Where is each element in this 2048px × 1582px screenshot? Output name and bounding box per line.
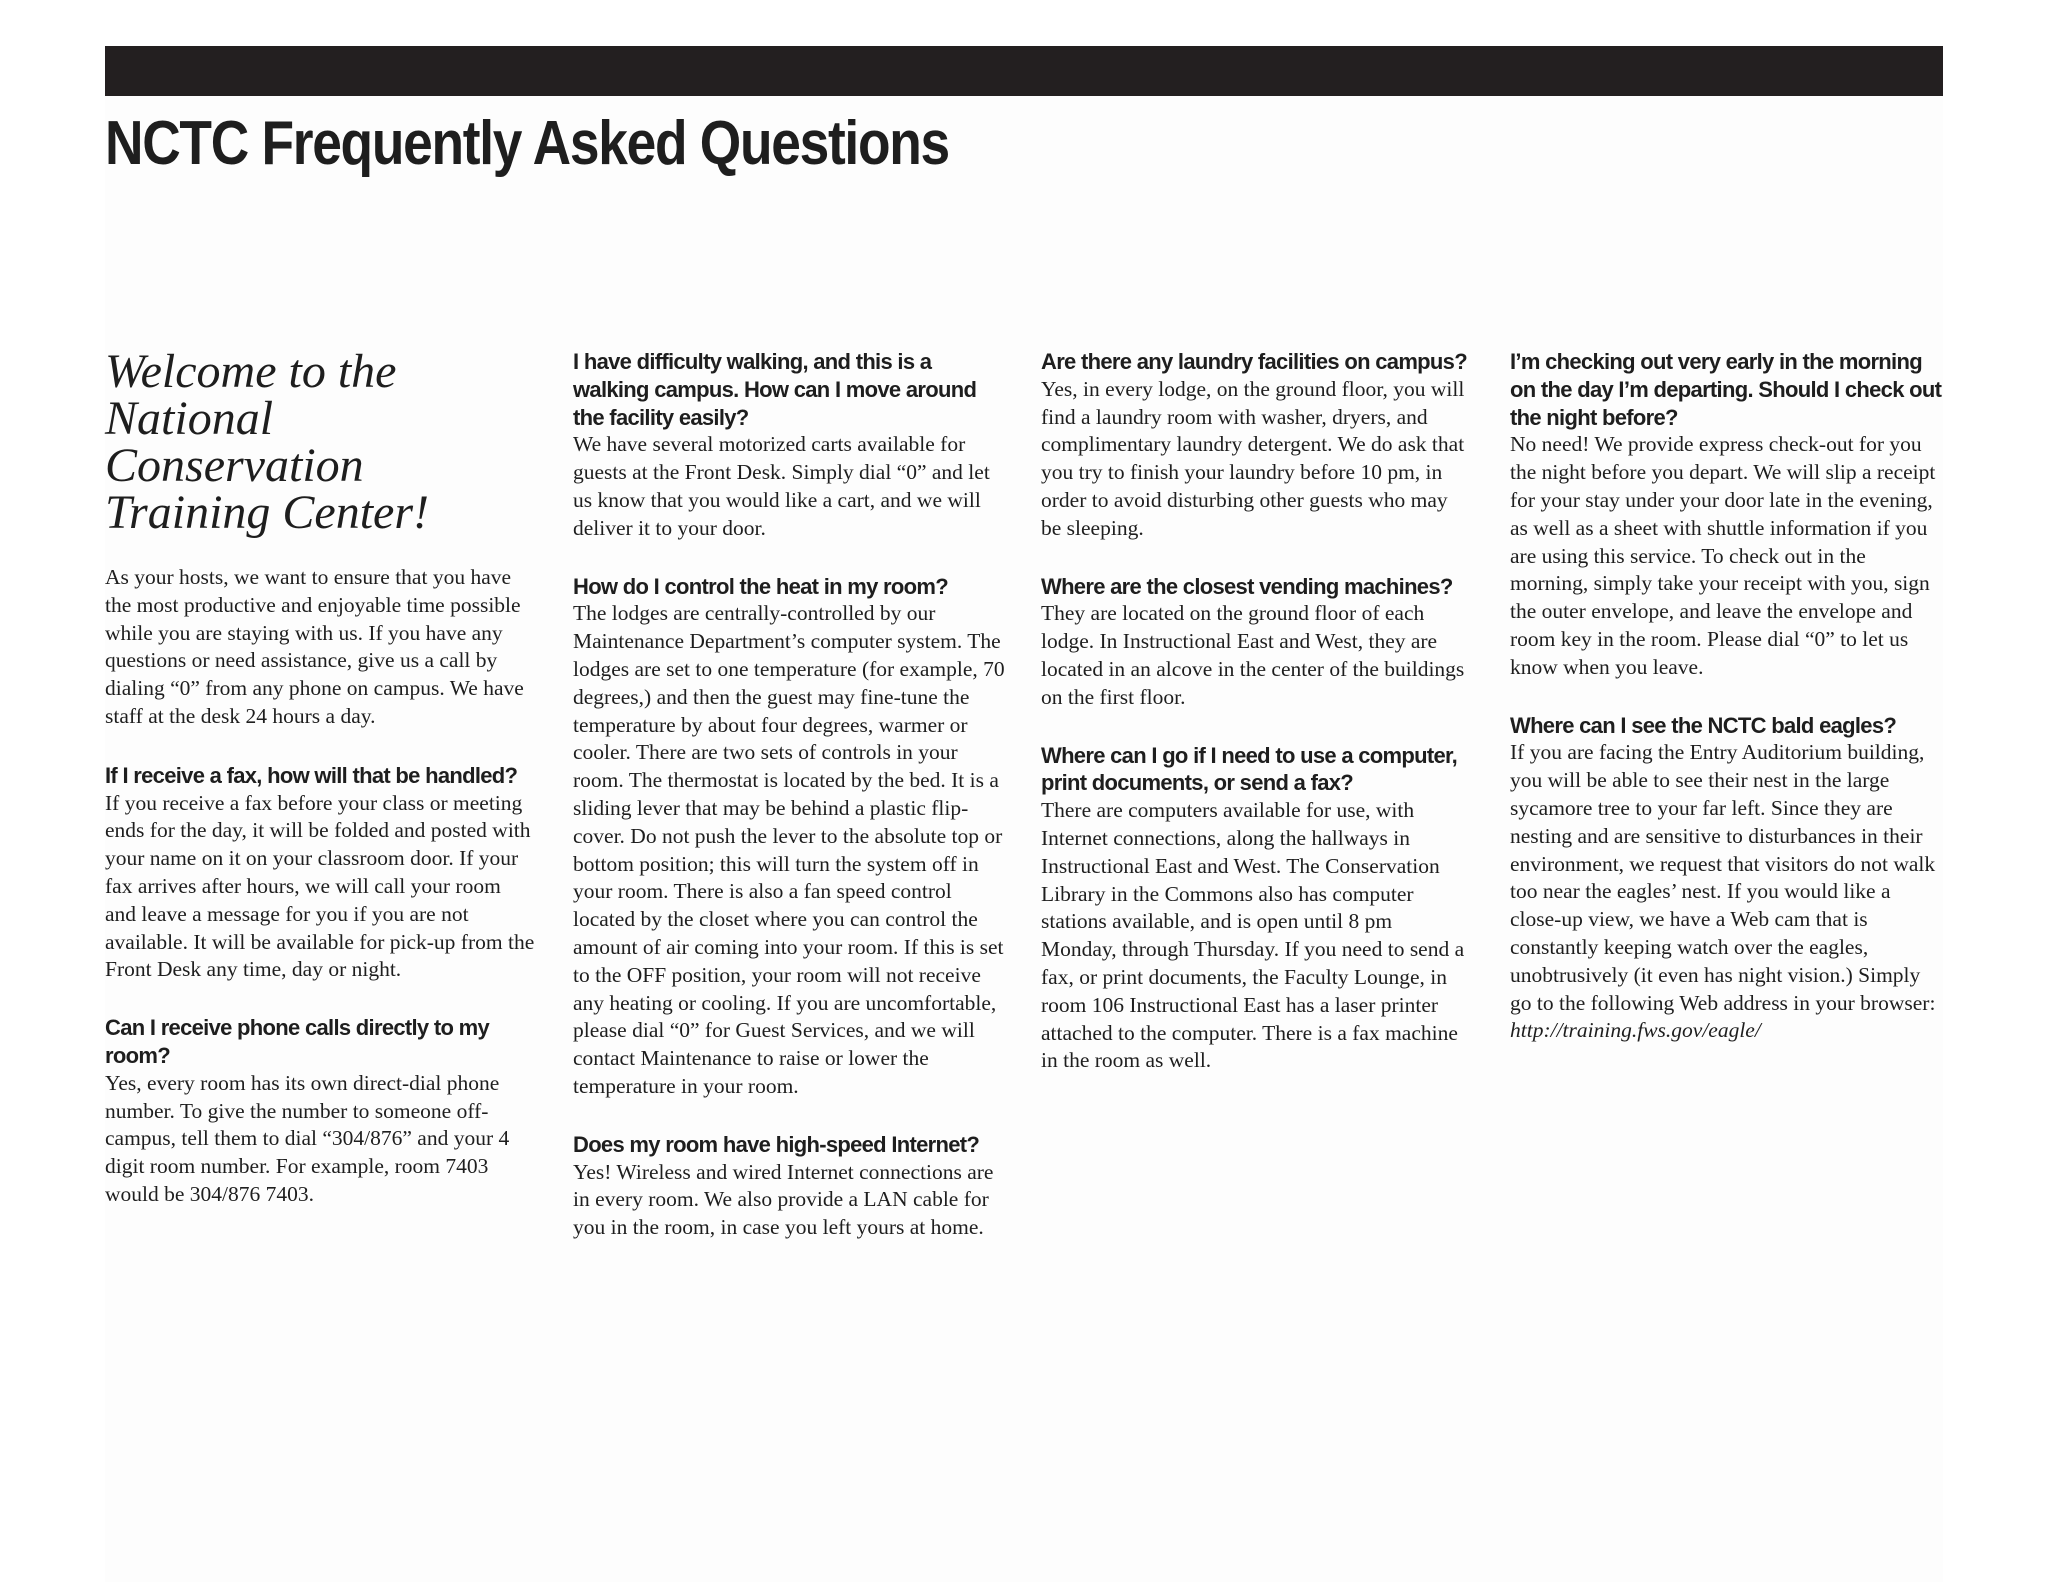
faq-answer: The lodges are centrally-controlled by our Maintenance Department’s computer system. The lodges are set to one temperature (for example, 70 degrees,) and then the guest may fine-tune the temperature by about four degrees, warmer or cooler. There are two sets of controls in your room. The thermostat is located by the bed. It is a sliding lever that may be behind a plastic flip-cover. Do not push the lever to the absolute top or bottom position; this will turn the system off in your room. There is also a fan speed control located by the closet where you can control the amount of air coming into your room. If this is set to the OFF position, your room will not receive any heating or cooling. If you are uncomfortable, please dial “0” for Guest Services, and we will contact Maintenance to raise or lower the temperature in your room. bbox=[573, 601, 1005, 1098]
faq-item bbox=[105, 1014, 537, 1209]
faq-item bbox=[573, 1131, 1005, 1242]
welcome-heading: Welcome to the National Conservation Training Center! bbox=[105, 345, 430, 539]
faq-item bbox=[1041, 573, 1473, 712]
faq-item bbox=[1041, 348, 1473, 543]
faq-answer: Yes, every room has its own direct-dial phone number. To give the number to someone off-campus, tell them to dial “304/876” and your 4 digit room number. For example, room 7403 would be 304/876 7403. bbox=[105, 1070, 510, 1206]
column-1 bbox=[105, 345, 537, 1239]
faq-answer: If you are facing the Entry Auditorium building, you will be able to see their nest in the large sycamore tree to your far left. Since they are nesting and are sensitive to disturbances in their environment, we request that visitors do not walk too near the eagles’ nest. If you would like a close-up view, we have a Web cam that is constantly keeping watch over the eagles, unobtrusively (it even has night vision.) Simply go to the following Web address in your browser: bbox=[1510, 740, 1936, 1015]
eagle-cam-link[interactable]: http://training.fws.gov/eagle/ bbox=[1510, 1018, 1761, 1043]
faq-answer: Yes, in every lodge, on the ground floor, you will find a laundry room with washer, dryers, and complimentary laundry detergent. We do ask that you try to finish your laundry before 10 pm, in order to avoid disturbing other guests who may be sleeping. bbox=[1041, 376, 1465, 540]
faq-item bbox=[1041, 742, 1473, 1076]
faq-question: Where are the closest vending machines? bbox=[1041, 573, 1453, 599]
page-title: NCTC Frequently Asked Questions bbox=[105, 109, 949, 178]
faq-item bbox=[1510, 712, 1942, 1046]
faq-answer: There are computers available for use, with Internet connections, along the hallways in Instructional East and West. The Conservation Library in the Commons also has computer stations available, and is open until 8 pm Monday, through Thursday. If you need to send a fax, or print documents, the Faculty Lounge, in room 106 Instructional East has a laser printer attached to the computer. There is a fax machine in the room as well. bbox=[1041, 798, 1465, 1073]
faq-question: If I receive a fax, how will that be handled? bbox=[105, 762, 518, 788]
faq-item bbox=[1510, 348, 1942, 682]
column-2 bbox=[573, 348, 1005, 1272]
faq-question: Where can I go if I need to use a computer, print documents, or send a fax? bbox=[1041, 742, 1458, 796]
faq-question: Can I receive phone calls directly to my room? bbox=[105, 1015, 490, 1068]
faq-item bbox=[573, 348, 1005, 543]
faq-question: Does my room have high-speed Internet? bbox=[573, 1131, 980, 1157]
faq-item bbox=[105, 762, 537, 984]
column-3 bbox=[1041, 348, 1473, 1105]
faq-answer: They are located on the ground floor of each lodge. In Instructional East and West, they are located in an alcove in the center of the buildings on the first floor. bbox=[1041, 601, 1465, 709]
faq-question: I’m checking out very early in the morning on the day I’m departing. Should I check out the night before? bbox=[1510, 349, 1942, 430]
header-bar bbox=[105, 46, 1943, 96]
faq-answer: Yes! Wireless and wired Internet connections are in every room. We also provide a LAN cable for you in the room, in case you left yours at home. bbox=[573, 1159, 994, 1240]
faq-question: How do I control the heat in my room? bbox=[573, 573, 948, 599]
faq-answer: No need! We provide express check-out for you the night before you depart. We will slip a receipt for your stay under your door late in the evening, as well as a sheet with shuttle information if you are using this service. To check out in the morning, simply take your receipt with you, sign the outer envelope, and leave the envelope and room key in the room. Please dial “0” to let us know when you leave. bbox=[1510, 432, 1936, 679]
column-4 bbox=[1510, 348, 1942, 1075]
faq-answer: If you receive a fax before your class or meeting ends for the day, it will be folded and posted with your name on it on your classroom door. If your fax arrives after hours, we will call your room and leave a message for you if you are not available. It will be available for pick-up from the Front Desk any time, day or night. bbox=[105, 790, 535, 982]
welcome-text: As your hosts, we want to ensure that you have the most productive and enjoyable time possible while you are staying with us. If you have any questions or need assistance, give us a call by dialing “0” from any phone on campus. We have staff at the desk 24 hours a day. bbox=[105, 565, 524, 728]
faq-answer: We have several motorized carts available for guests at the Front Desk. Simply dial “0” and let us know that you would like a cart, and we will deliver it to your door. bbox=[573, 432, 990, 540]
faq-question: I have difficulty walking, and this is a walking campus. How can I move around the facility easily? bbox=[573, 349, 977, 430]
faq-question: Are there any laundry facilities on campus? bbox=[1041, 349, 1467, 374]
faq-item bbox=[573, 573, 1005, 1101]
faq-question: Where can I see the NCTC bald eagles? bbox=[1510, 712, 1897, 738]
